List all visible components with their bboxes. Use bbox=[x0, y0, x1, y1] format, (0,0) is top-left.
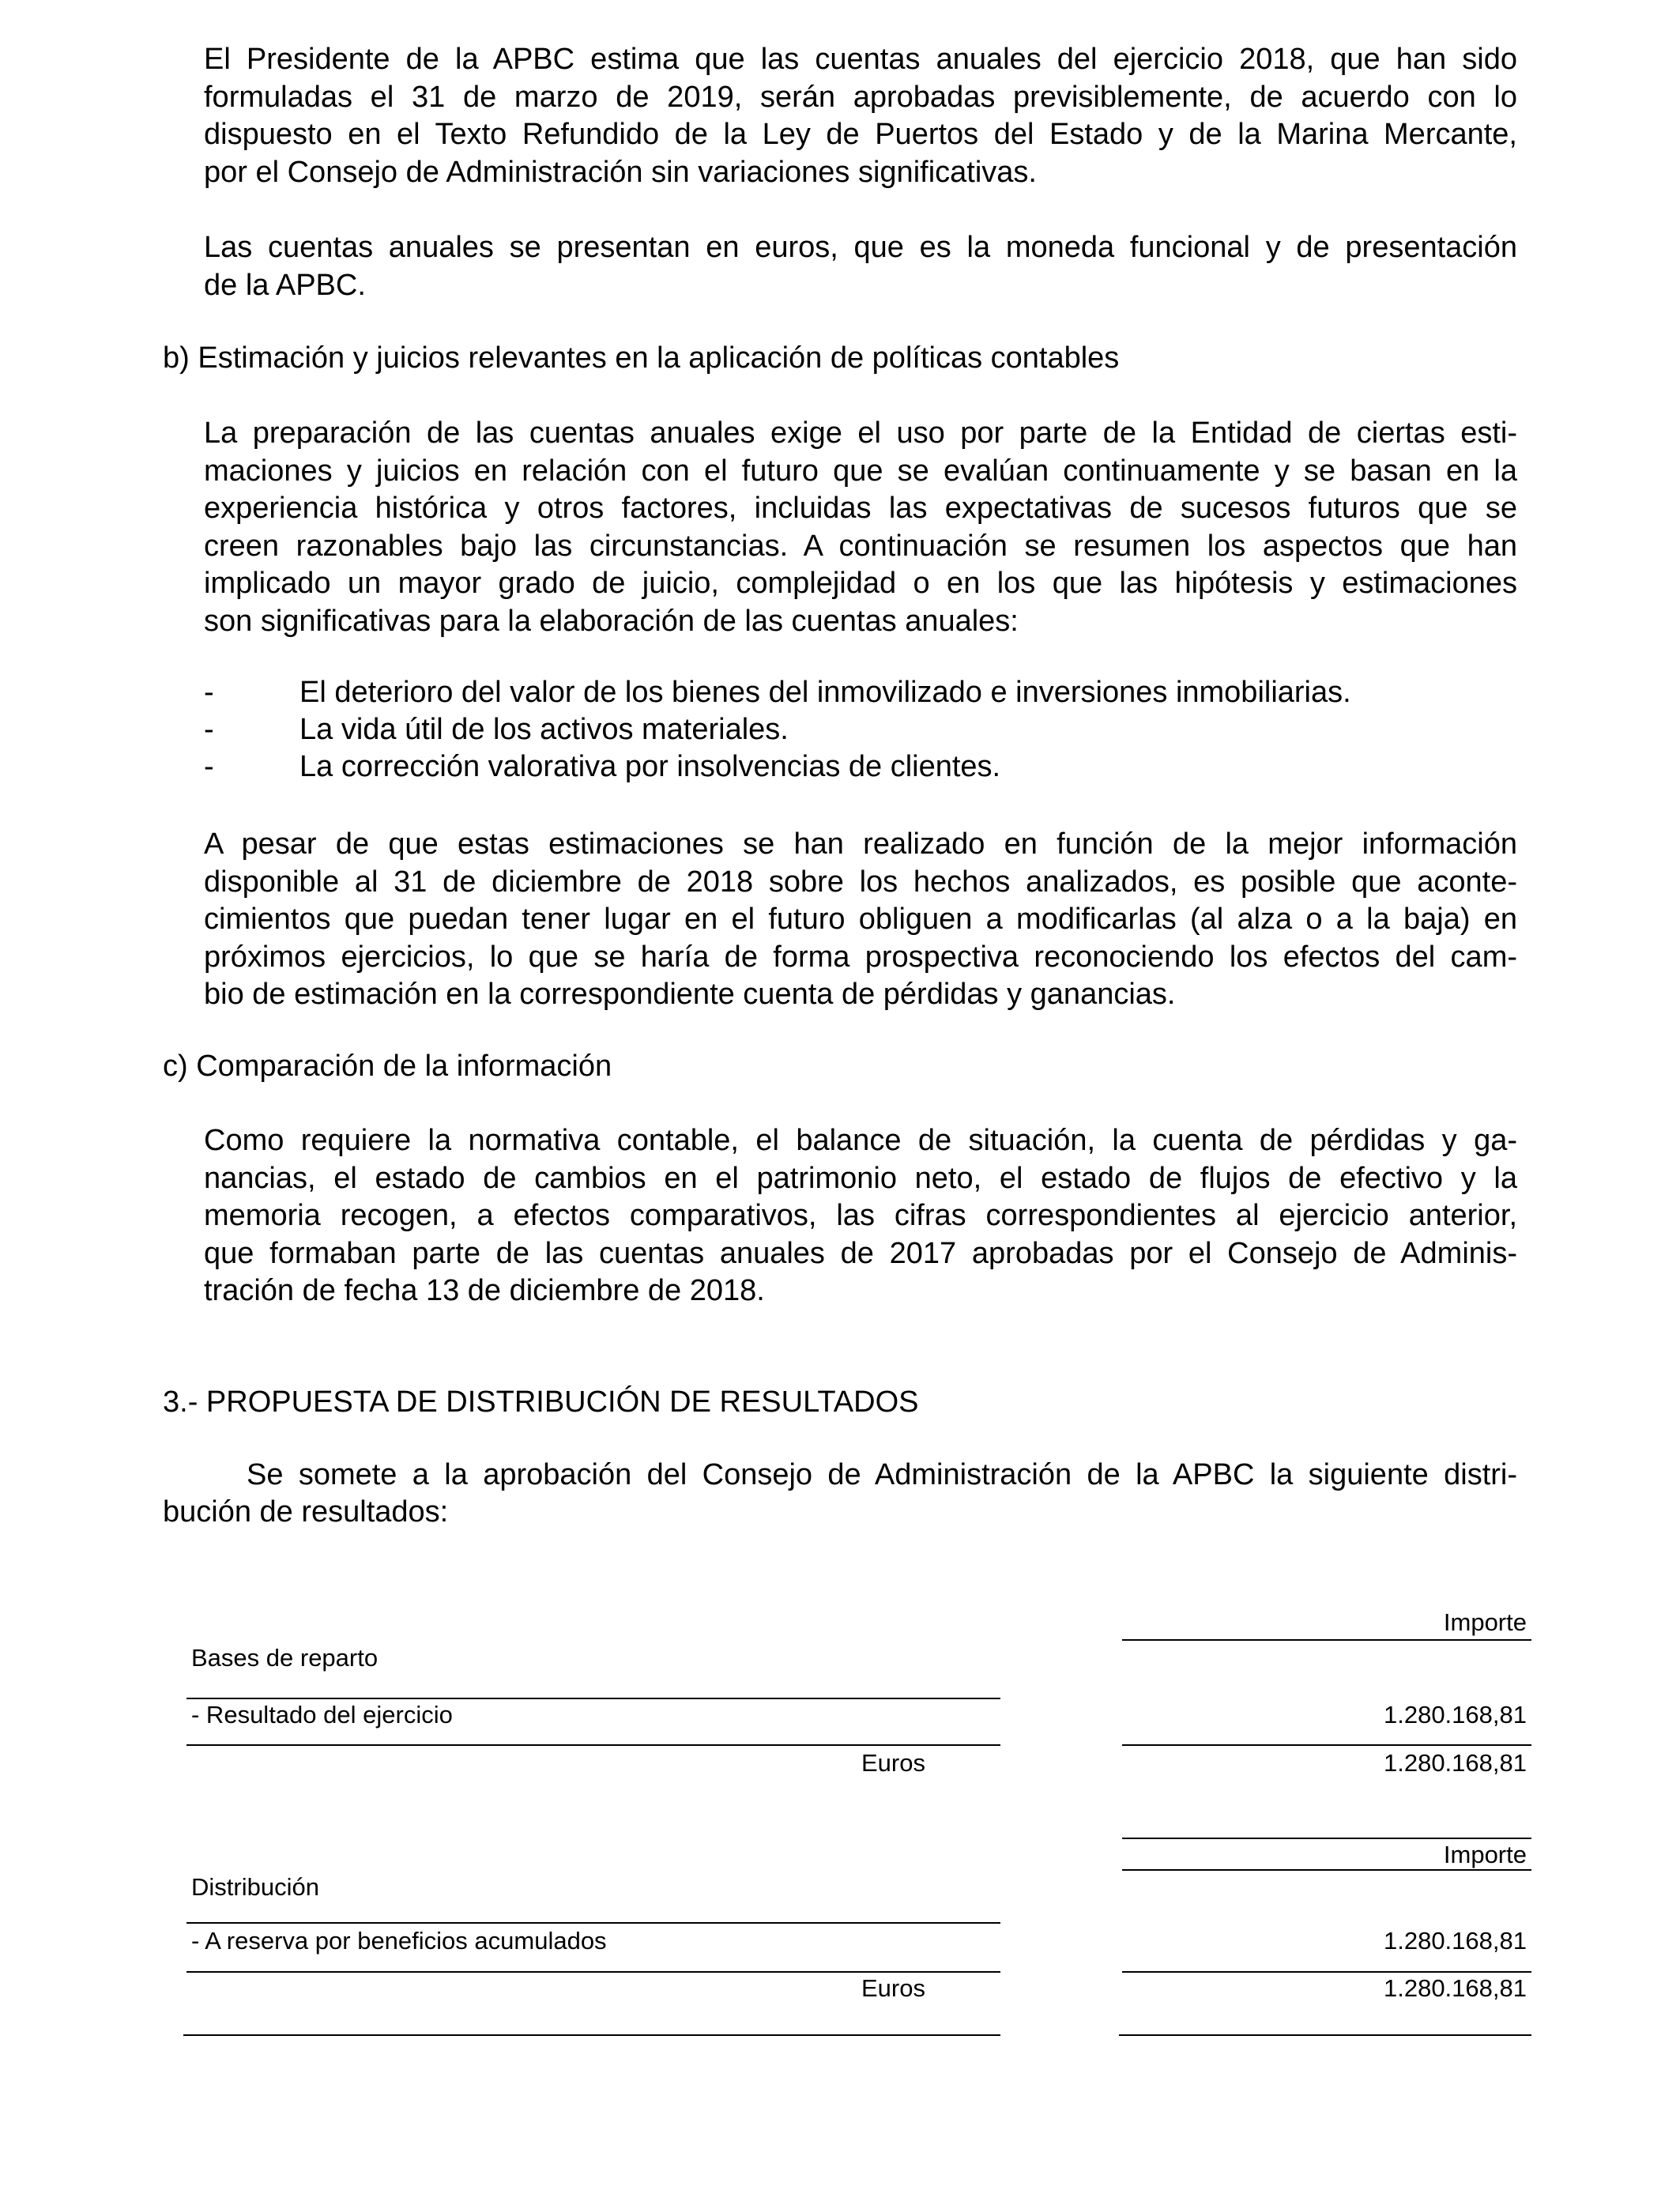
text-line: nancias, el estado de cambios en el patrimonio neto, el estado de flujos de efectivo y la bbox=[204, 1161, 1517, 1195]
paragraph-approval bbox=[204, 41, 1517, 191]
dash-marker: - bbox=[204, 676, 214, 709]
total-label: Euros bbox=[861, 1974, 925, 2002]
section-label: Bases de reparto bbox=[191, 1644, 379, 1672]
heading-c: c) Comparación de la información bbox=[163, 1050, 612, 1083]
text-line: creen razonables bajo las circunstancias. A continuación se resumen los aspectos que han bbox=[204, 529, 1517, 563]
total-label: Euros bbox=[861, 1749, 925, 1777]
text-line: El Presidente de la APBC estima que las cuentas anuales del ejercicio 2018, que han sido bbox=[204, 43, 1517, 76]
row-value: 1.280.168,81 bbox=[1383, 1927, 1527, 1955]
text-line: La preparación de las cuentas anuales exige el uso por parte de la Entidad de ciertas esti- bbox=[204, 417, 1517, 450]
total-value: 1.280.168,81 bbox=[1383, 1749, 1527, 1777]
text-line: maciones y juicios en relación con el futuro que se evalúan continuamente y se basan en la bbox=[204, 454, 1517, 488]
row-label: - Resultado del ejercicio bbox=[191, 1701, 453, 1728]
amount-header: Importe bbox=[1443, 1608, 1527, 1636]
dash-marker: - bbox=[204, 750, 214, 783]
text-line: próximos ejercicios, lo que se haría de forma prospectiva reconociendo los efectos del cam- bbox=[204, 940, 1517, 974]
text-line: A pesar de que estas estimaciones se han realizado en función de la mejor información bbox=[204, 827, 1517, 861]
row-label: - A reserva por beneficios acumulados bbox=[191, 1927, 607, 1955]
text-line: bución de resultados: bbox=[163, 1495, 449, 1529]
text-line: por el Consejo de Administración sin variaciones significativas. bbox=[204, 155, 1037, 189]
text-line: son significativas para la elaboración de las cuentas anuales: bbox=[204, 604, 1019, 638]
section-label: Distribución bbox=[191, 1873, 319, 1901]
text-line: tración de fecha 13 de diciembre de 2018. bbox=[204, 1274, 765, 1307]
divider bbox=[1119, 2034, 1531, 2036]
divider bbox=[183, 2034, 1000, 2036]
text-line: memoria recogen, a efectos comparativos, las cifras correspondientes al ejercicio anterior, bbox=[204, 1199, 1517, 1232]
divider bbox=[186, 1922, 1000, 1924]
divider bbox=[1122, 1971, 1531, 1973]
text-line: de la APBC. bbox=[204, 268, 366, 302]
text-line: dispuesto en el Texto Refundido de la Ley de Puertos del Estado y de la Marina Mercante, bbox=[204, 118, 1517, 151]
divider bbox=[1122, 1639, 1531, 1641]
text-line: Se somete a la aprobación del Consejo de Administración de la APBC la siguiente distri- bbox=[247, 1458, 1517, 1491]
text-line: Las cuentas anuales se presentan en euros, que es la moneda funcional y de presentación bbox=[204, 231, 1517, 264]
divider bbox=[186, 1698, 1000, 1699]
divider bbox=[1122, 1838, 1531, 1839]
row-value: 1.280.168,81 bbox=[1383, 1701, 1527, 1728]
text-line: Como requiere la normativa contable, el balance de situación, la cuenta de pérdidas y ga- bbox=[204, 1124, 1517, 1157]
text-line: experiencia histórica y otros factores, incluidas las expectativas de sucesos futuros que se bbox=[204, 492, 1517, 525]
section-title: 3.- PROPUESTA DE DISTRIBUCIÓN DE RESULTADOS bbox=[163, 1385, 919, 1419]
paragraph-distribution-intro bbox=[163, 1457, 1517, 1531]
list-item bbox=[204, 711, 1351, 748]
list-item-text: El deterioro del valor de los bienes del inmovilizado e inversiones inmobiliarias. bbox=[299, 676, 1351, 709]
list-item-text: La corrección valorativa por insolvencias de clientes. bbox=[299, 750, 1001, 783]
divider bbox=[186, 1744, 1000, 1746]
paragraph-estimates bbox=[204, 415, 1517, 640]
paragraph-comparison bbox=[204, 1122, 1517, 1310]
dash-marker: - bbox=[204, 713, 214, 746]
list-item bbox=[204, 748, 1351, 786]
text-line: formuladas el 31 de marzo de 2019, serán aprobadas previsiblemente, de acuerdo con lo bbox=[204, 80, 1517, 114]
text-line: cimientos que puedan tener lugar en el futuro obliguen a modificarlas (al alza o a la baja) en bbox=[204, 903, 1517, 936]
total-value: 1.280.168,81 bbox=[1383, 1974, 1527, 2002]
paragraph-future-events bbox=[204, 826, 1517, 1014]
list-item-text: La vida útil de los activos materiales. bbox=[299, 713, 789, 746]
text-line: implicado un mayor grado de juicio, complejidad o en los que las hipótesis y estimaciones bbox=[204, 567, 1517, 600]
text-line: que formaban parte de las cuentas anuales de 2017 aprobadas por el Consejo de Adminis- bbox=[204, 1236, 1517, 1270]
text-line: disponible al 31 de diciembre de 2018 sobre los hechos analizados, es posible que aconte- bbox=[204, 865, 1517, 899]
amount-header: Importe bbox=[1443, 1841, 1527, 1868]
divider bbox=[1122, 1744, 1531, 1746]
paragraph-currency bbox=[204, 229, 1517, 304]
divider bbox=[186, 1971, 1000, 1973]
text-line: bio de estimación en la correspondiente cuenta de pérdidas y ganancias. bbox=[204, 978, 1176, 1011]
heading-b: b) Estimación y juicios relevantes en la aplicación de políticas contables bbox=[163, 341, 1120, 375]
divider bbox=[1122, 1869, 1531, 1871]
list-item bbox=[204, 674, 1351, 711]
estimates-list bbox=[204, 674, 1351, 786]
